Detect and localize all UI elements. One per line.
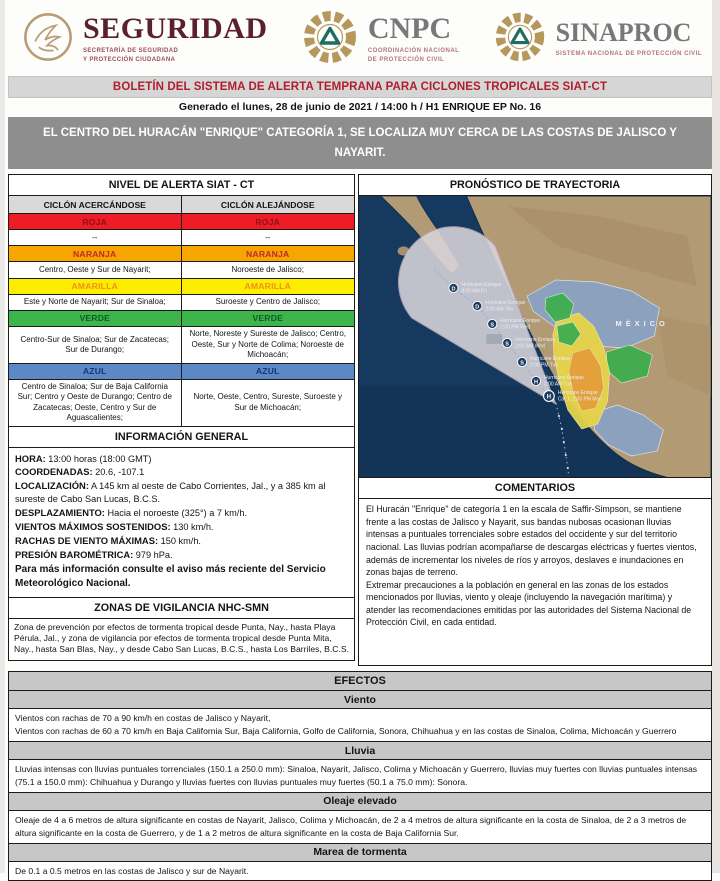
effects-heading-oleaje: Oleaje elevado (8, 793, 712, 811)
logo-seguridad (22, 11, 268, 68)
svg-text:Hurricane Enrique: Hurricane Enrique (461, 282, 502, 289)
effects-heading-marea: Marea de tormenta (8, 844, 712, 862)
bulletin-title: BOLETÍN DEL SISTEMA DE ALERTA TEMPRANA PARA CICLONES TROPICALES SIAT-CT (8, 76, 712, 98)
svg-text:S: S (520, 360, 524, 367)
col-header-receding: CICLÓN ALEJÁNDOSE (182, 196, 355, 214)
info-coordenadas: COORDENADAS: 20.6, -107.1 (15, 466, 145, 478)
seguridad-subtitle-1: SECRETARÍA DE SEGURIDAD (83, 48, 179, 55)
alert-region-cell: Suroeste y Centro de Jalisco; (182, 295, 355, 311)
logo-cnpc (301, 8, 460, 71)
effects-heading-viento: Viento (8, 691, 712, 709)
col-header-approaching: CICLÓN ACERCÁNDOSE (9, 196, 182, 214)
svg-text:2:00 AM Wed: 2:00 AM Wed (515, 343, 545, 350)
vigilancia-text: Zona de prevención por efectos de tormenta tropical desde Punta, Nay., hasta Playa Pérula, Jal., y zona de vigilancia por efectos de tormenta tropical desde Punta Mita, Nay., hasta San Blas, Nay., y desde Cabo San Lucas, B.C.S., hasta Los Barriles, B.C.S. (14, 621, 350, 655)
svg-text:H: H (533, 379, 539, 386)
effects-body-viento (8, 709, 712, 742)
effects-body-lluvia: Lluvias intensas con lluvias puntuales torrenciales (150.1 a 250.0 mm): Sinaloa, Nayarit, Jalisco, Colima y Michoacán y Guerrero, lluvias muy fuertes con lluvias puntuales intensas (75.1 a 150.0 mm): Chihuahua y Durango y lluvias fuertes con lluvias puntuales muy fuertes (50.1 a 75.0 mm): Sonora. (8, 760, 712, 793)
cnpc-subtitle-1: COORDINACIÓN NACIONAL (367, 48, 460, 55)
vigilancia-section (8, 598, 355, 661)
alert-region-cell: -- (182, 230, 355, 246)
sinaproc-wordmark: SINAPROC (555, 18, 692, 48)
comments-title: COMENTARIOS (359, 478, 711, 499)
eagle-emblem-icon (22, 11, 74, 68)
alert-region-cell: Centro, Oeste y Sur de Nayarit; (9, 262, 182, 278)
map-country-label: MÉXICO (615, 319, 669, 329)
alert-region-cell: Centro-Sur de Sinaloa; Sur de Zacatecas; Sur de Durango; (9, 327, 182, 364)
alert-level-table (8, 174, 355, 426)
info-hora: HORA: 13:00 horas (18:00 GMT) (15, 452, 152, 464)
left-column (8, 174, 355, 660)
alert-level-azul: AZUL (182, 364, 355, 380)
headline-banner: EL CENTRO DEL HURACÁN "ENRIQUE" CATEGORÍA 1, SE LOCALIZA MUY CERCA DE LAS COSTAS DE JALISCO Y NAYARIT. (8, 117, 712, 169)
alert-level-verde: VERDE (182, 311, 355, 327)
alert-level-verde: VERDE (9, 311, 182, 327)
effects-body-oleaje: Oleaje de 4 a 6 metros de altura significante en costas de Nayarit, Jalisco, Colima y Michoacán, de 2 a 4 metros de altura significante en la costa de Sinaloa, de 2 a 3 metros de altura significante en la costa de Guerrero, y de 1 a 2 metros de altura significante en la costa de Baja California Sur. (8, 811, 712, 844)
current-position-marker (544, 390, 603, 403)
info-general-section (8, 427, 355, 598)
svg-text:D: D (451, 286, 456, 293)
svg-text:8:00 AM Fri: 8:00 AM Fri (461, 288, 487, 295)
info-localizacion: LOCALIZACIÓN: A 145 km al oeste de Cabo Corrientes, Jal., y a 385 km al sureste de Cabo San Lucas, B.C.S. (15, 480, 326, 505)
alert-region-cell: Noroeste de Jalisco; (182, 262, 355, 278)
svg-text:2:00 PM Wed: 2:00 PM Wed (500, 324, 531, 331)
alert-region-cell: Centro de Sinaloa; Sur de Baja California Sur; Centro y Oeste de Durango; Centro de Zacatecas; Oeste, Centro y Sur de Aguascalientes; (9, 380, 182, 426)
alert-region-cell: Este y Norte de Nayarit; Sur de Sinaloa; (9, 295, 182, 311)
svg-text:Hurricane Enrique: Hurricane Enrique (485, 300, 526, 307)
sinaproc-subtitle: SISTEMA NACIONAL DE PROTECCIÓN CIVIL (555, 50, 702, 57)
svg-text:D: D (475, 304, 480, 311)
bulletin-sheet (8, 0, 712, 881)
viento-line-2: Vientos con rachas de 60 a 70 km/h en Baja California Sur, Baja California, Golfo de California, Sonora, Chihuahua y en las costas de Sinaloa, Colima, Michoacán y Guerrero (15, 726, 677, 737)
info-rachas: RACHAS DE VIENTO MÁXIMAS: 150 km/h. (15, 534, 201, 546)
svg-text:2:00 PM Tue: 2:00 PM Tue (530, 362, 559, 369)
effects-section (8, 671, 712, 881)
alert-level-naranja: NARANJA (182, 246, 355, 262)
viento-line-1: Vientos con rachas de 70 a 90 km/h en costas de Jalisco y Nayarit, (15, 713, 271, 724)
alert-table-title: NIVEL DE ALERTA SIAT - CT (9, 175, 354, 196)
svg-text:Hurricane Enrique: Hurricane Enrique (557, 390, 598, 397)
svg-text:S: S (505, 341, 510, 348)
comments-paragraph-2: Extremar precauciones a la población en general en las zonas de los estados mencionados por lluvias, viento y oleaje (incluyendo la navegación marítima) y atender las recomendaciones emitidas por las autoridades del Sistema Nacional de Protección Civil, en cada entidad. (366, 579, 692, 628)
svg-text:2:00 AM Tue: 2:00 AM Tue (543, 381, 572, 388)
alert-level-amarilla: AMARILLA (9, 279, 182, 295)
svg-text:Hurricane Enrique: Hurricane Enrique (500, 318, 541, 325)
info-general-title: INFORMACIÓN GENERAL (9, 427, 354, 448)
effects-body-marea: De 0.1 a 0.5 metros en las costas de Jalisco y sur de Nayarit. (8, 862, 712, 881)
svg-text:Hurricane Enrique: Hurricane Enrique (543, 375, 584, 382)
alert-level-roja: ROJA (9, 214, 182, 230)
alert-region-cell: Norte, Noreste y Sureste de Jalisco; Centro, Oeste, Sur y Norte de Colima; Noroeste de Michoacán; (182, 327, 355, 364)
svg-text:Cat 1, 2:00 PM Mon: Cat 1, 2:00 PM Mon (557, 396, 602, 403)
forecast-track-map (359, 196, 711, 477)
forecast-map-title: PRONÓSTICO DE TRAYECTORIA (359, 175, 711, 196)
alert-level-naranja: NARANJA (9, 246, 182, 262)
comments-section (358, 478, 712, 666)
alert-region-cell: -- (9, 230, 182, 246)
seguridad-wordmark: SEGURIDAD (83, 11, 268, 45)
cnpc-subtitle-2: DE PROTECCIÓN CIVIL (367, 57, 445, 64)
effects-heading-lluvia: Lluvia (8, 742, 712, 760)
right-column (358, 174, 712, 666)
alert-level-roja: ROJA (182, 214, 355, 230)
forecast-map-panel (358, 174, 712, 478)
svg-text:S: S (490, 322, 495, 329)
svg-text:H: H (546, 394, 552, 401)
proteccion-civil-emblem-icon (493, 10, 547, 69)
comments-paragraph-1: El Huracán "Enrique" de categoría 1 en la escala de Saffir-Simpson, se mantiene frente a las costas de Jalisco y Nayarit, sus bandas nubosas ocasionan lluvias intensas a puntuales torrenciales sobre estados del occidente y sur del territorio nacional. Las lluvias podrían acompañarse de descargas eléctricas y fuertes vientos, además de incrementar los niveles de ríos y arroyos, deslaves e inundaciones en zonas bajas de terreno. (366, 504, 697, 578)
svg-text:Hurricane Enrique: Hurricane Enrique (530, 356, 570, 363)
generated-line: Generado el lunes, 28 de junio de 2021 / 14:00 h / H1 ENRIQUE EP No. 16 (178, 101, 542, 113)
alert-level-amarilla: AMARILLA (182, 279, 355, 295)
info-presion: PRESIÓN BAROMÉTRICA: 979 hPa. (15, 548, 173, 560)
proteccion-civil-emblem-icon (301, 8, 359, 71)
seguridad-subtitle-2: Y PROTECCIÓN CIUDADANA (83, 57, 176, 64)
info-vientos: VIENTOS MÁXIMOS SOSTENIDOS: 130 km/h. (15, 520, 214, 532)
svg-text:2:00 AM Thu: 2:00 AM Thu (485, 306, 514, 313)
alert-region-cell: Norte, Oeste, Centro, Sureste, Suroeste y Sur de Michoacán; (193, 392, 342, 412)
logo-header (8, 0, 712, 76)
info-desplazamiento: DESPLAZAMIENTO: Hacia el noroeste (325°) a 7 km/h. (15, 507, 248, 519)
logo-sinaproc (493, 10, 702, 69)
effects-title: EFECTOS (8, 671, 712, 691)
cnpc-wordmark: CNPC (367, 11, 452, 45)
svg-text:Hurricane Enrique: Hurricane Enrique (515, 337, 556, 344)
vigilancia-title: ZONAS DE VIGILANCIA NHC-SMN (9, 598, 354, 619)
info-footer-note: Para más información consulte el aviso más reciente del Servicio Meteorológico Nacional. (15, 563, 326, 590)
alert-level-azul: AZUL (9, 364, 182, 380)
